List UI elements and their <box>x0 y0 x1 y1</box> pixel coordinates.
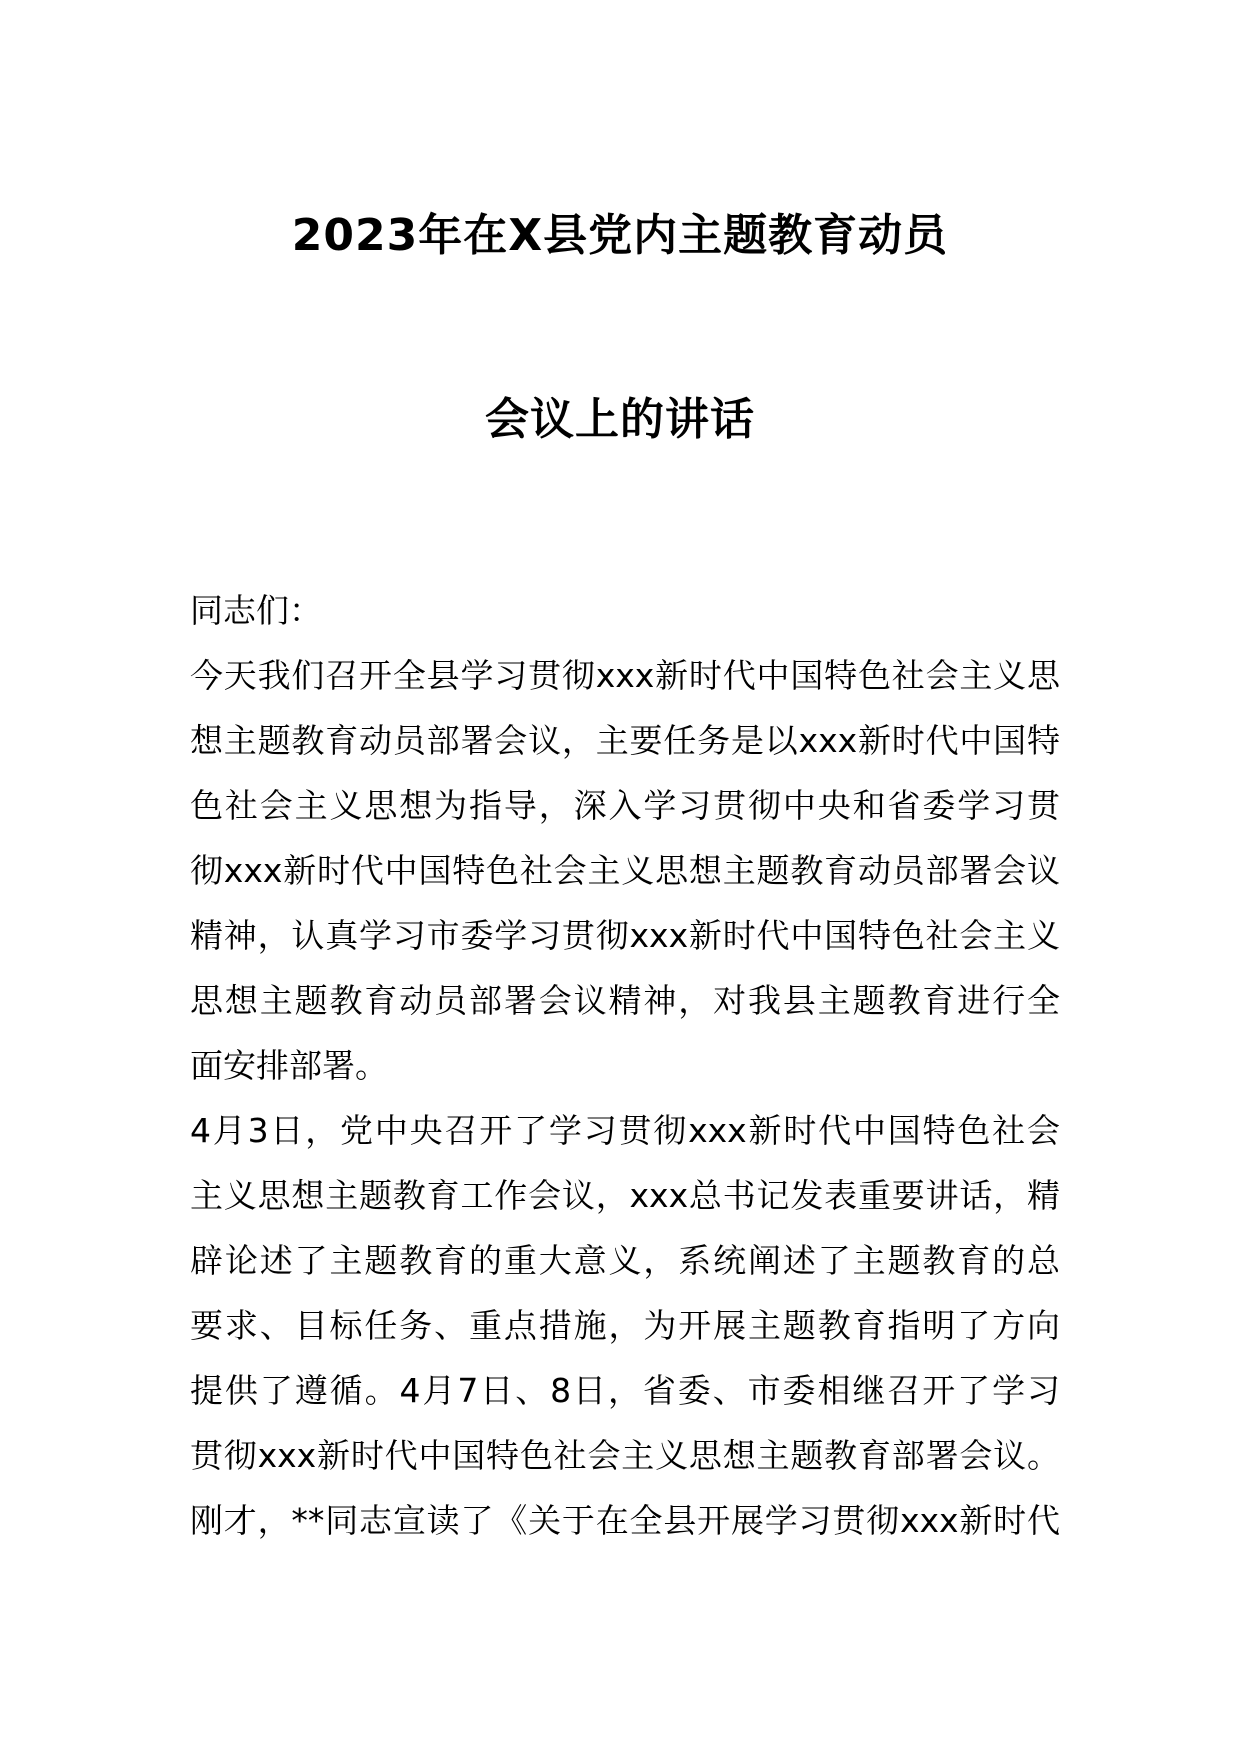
body-line: 今天我们召开全县学习贯彻xxx新时代中国特色社会主义思 <box>190 656 1060 695</box>
document-title-line-1: 2023年在X县党内主题教育动员 <box>291 210 949 261</box>
body-line: 提供了遵循。4月7日、8日，省委、市委相继召开了学习 <box>190 1371 1060 1410</box>
body-line: 4月3日，党中央召开了学习贯彻xxx新时代中国特色社会 <box>190 1111 1060 1150</box>
body-line: 辟论述了主题教育的重大意义，系统阐述了主题教育的总 <box>190 1241 1060 1280</box>
body-line: 彻xxx新时代中国特色社会主义思想主题教育动员部署会议 <box>190 851 1060 890</box>
body-line: 面安排部署。 <box>190 1046 388 1085</box>
salutation-line: 同志们： <box>190 591 322 630</box>
body-line: 色社会主义思想为指导，深入学习贯彻中央和省委学习贯 <box>190 786 1060 825</box>
document-body <box>190 578 1060 1553</box>
body-line: 主义思想主题教育工作会议，xxx总书记发表重要讲话，精 <box>190 1176 1060 1215</box>
body-line: 刚才，**同志宣读了《关于在全县开展学习贯彻xxx新时代 <box>190 1501 1060 1540</box>
body-line: 思想主题教育动员部署会议精神，对我县主题教育进行全 <box>190 981 1060 1020</box>
body-line: 想主题教育动员部署会议，主要任务是以xxx新时代中国特 <box>190 721 1060 760</box>
body-line: 贯彻xxx新时代中国特色社会主义思想主题教育部署会议。 <box>190 1436 1060 1475</box>
document-title-line-2: 会议上的讲话 <box>485 394 755 445</box>
body-line: 要求、目标任务、重点措施，为开展主题教育指明了方向 <box>190 1306 1060 1345</box>
body-line: 精神，认真学习市委学习贯彻xxx新时代中国特色社会主义 <box>190 916 1060 955</box>
